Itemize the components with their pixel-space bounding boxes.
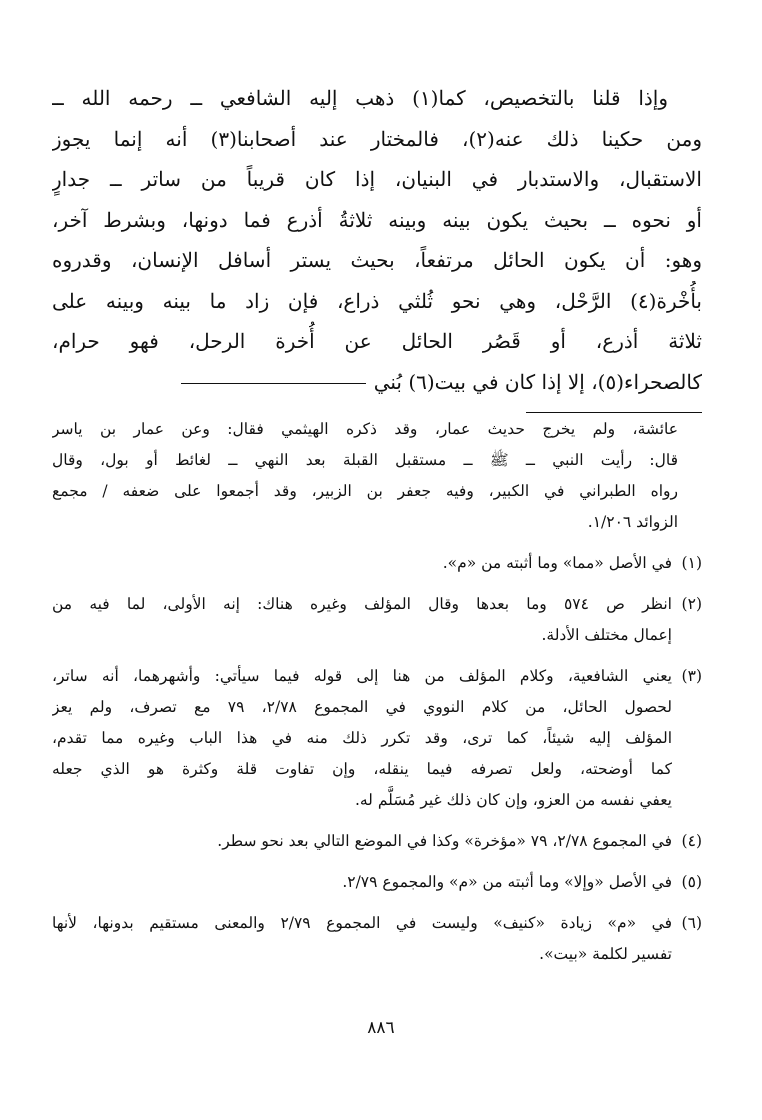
- footnote-line: يعفي نفسه من العزو، وإن كان ذلك غير مُسَلَّم له.: [354, 791, 672, 809]
- footnote-number: (١): [681, 554, 702, 572]
- footnote-body: [52, 589, 672, 651]
- footnote-line: انظر ص ٥٧٤ وما بعدها وقال المؤلف وغيره هناك: إنه الأولى، لما فيه من: [52, 595, 672, 613]
- footnote-5: [52, 867, 702, 898]
- main-text-line: وهو: أن يكون الحائل مرتفعاً، بحيث يستر أسافل الإنسان، وقدروه: [52, 248, 702, 272]
- main-text-line: ثلاثة أذرع، أو قَصُر الحائل عن أُخرة الرحل، فهو حرام،: [52, 329, 702, 353]
- line-end-rule: [181, 383, 366, 384]
- footnote-line: كما أوضحته، ولعل تصرفه فيما ينقله، وإن تفاوت قلة وكثرة هو الذي جعله: [52, 760, 672, 778]
- footnote-number: (٤): [681, 832, 702, 850]
- footnote-line: المؤلف إليه شيئاً، كما ترى، وقد تكرر ذلك منه في هذا الباب وغيره مما تقدم،: [52, 729, 672, 747]
- main-text-line: أو نحوه ــ بحيث يكون بينه وبينه ثلاثةُ أذرع فما دونها، وبشرط آخر،: [52, 207, 702, 232]
- main-text-line: ومن حكينا ذلك عنه(٢)، فالمختار عند أصحابنا(٣) أنه إنما يجوز: [52, 126, 702, 151]
- footnote-body: [52, 548, 672, 579]
- footnote-6: [52, 908, 702, 970]
- main-text-line: وإذا قلنا بالتخصيص، كما(١) ذهب إليه الشافعي ــ رحمه الله ــ: [52, 86, 668, 110]
- footnote-line: في «م» زيادة «كنيف» وليست في المجموع ٢/٧٩ والمعنى مستقيم بدونها، لأنها: [52, 914, 672, 932]
- footnotes: [52, 414, 702, 980]
- footnote-number: (٥): [681, 873, 702, 891]
- footnote-line: إعمال مختلف الأدلة.: [541, 626, 672, 644]
- footnote-separator: [526, 412, 702, 413]
- footnote-line: في الأصل «وإلا» وما أثبته من «م» والمجموع ٢/٧٩.: [342, 873, 672, 891]
- footnote-continuation: [52, 414, 702, 538]
- footnote-2: [52, 589, 702, 651]
- footnote-line: تفسير لكلمة «بيت».: [539, 945, 672, 963]
- footnote-line: يعني الشافعية، وكلام المؤلف من هنا إلى قوله فيما سيأتي: وأشهرهما، أنه ساتر،: [52, 667, 672, 685]
- footnote-number: (٣): [681, 667, 702, 685]
- main-text-line: بأُخْرة(٤) الرَّحْل، وهي نحو ثُلثي ذراع، فإن زاد ما بينه وبينه على: [52, 288, 702, 313]
- footnote-1: [52, 548, 702, 579]
- footnote-body: [52, 867, 672, 898]
- footnote-line: قال: رأيت النبي ــ ﷺ ــ مستقبل القبلة بعد النهي ــ لغائط أو بول، وقال: [52, 451, 678, 469]
- footnote-body: [52, 661, 672, 816]
- footnote-line: رواه الطبراني في الكبير، وفيه جعفر بن الزبير، وقد أجمعوا على ضعفه / مجمع: [52, 482, 678, 500]
- main-text-line: الاستقبال، والاستدبار في البنيان، إذا كان قريباً من ساتر ــ جدارٍ: [52, 167, 702, 191]
- footnote-line: عائشة، ولم يخرج حديث عمار، وقد ذكره الهيثمي فقال: وعن عمار بن ياسر: [52, 420, 678, 438]
- page-number: ٨٨٦: [367, 1018, 395, 1038]
- footnote-body: [52, 826, 672, 857]
- footnote-number: (٦): [681, 914, 702, 932]
- main-text: [52, 78, 702, 402]
- footnote-3: [52, 661, 702, 816]
- footnote-number: (٢): [681, 595, 702, 613]
- footnote-line: الزوائد ١/٢٠٦.: [587, 513, 678, 531]
- footnote-body: [52, 908, 672, 970]
- footnote-line: في الأصل «مما» وما أثبته من «م».: [442, 554, 672, 572]
- footnote-4: [52, 826, 702, 857]
- footnote-line: في المجموع ٢/٧٨، ٧٩ «مؤخرة» وكذا في الموضع التالي بعد نحو سطر.: [217, 832, 672, 850]
- footnote-line: لحصول الحائل، من كلام النووي في المجموع ٢/٧٨، ٧٩ مع تصرف، ولم يعز: [52, 698, 672, 716]
- main-text-line: كالصحراء(٥)، إلا إذا كان في بيت(٦) بُني: [373, 369, 702, 394]
- main-text-last-line: [52, 362, 702, 403]
